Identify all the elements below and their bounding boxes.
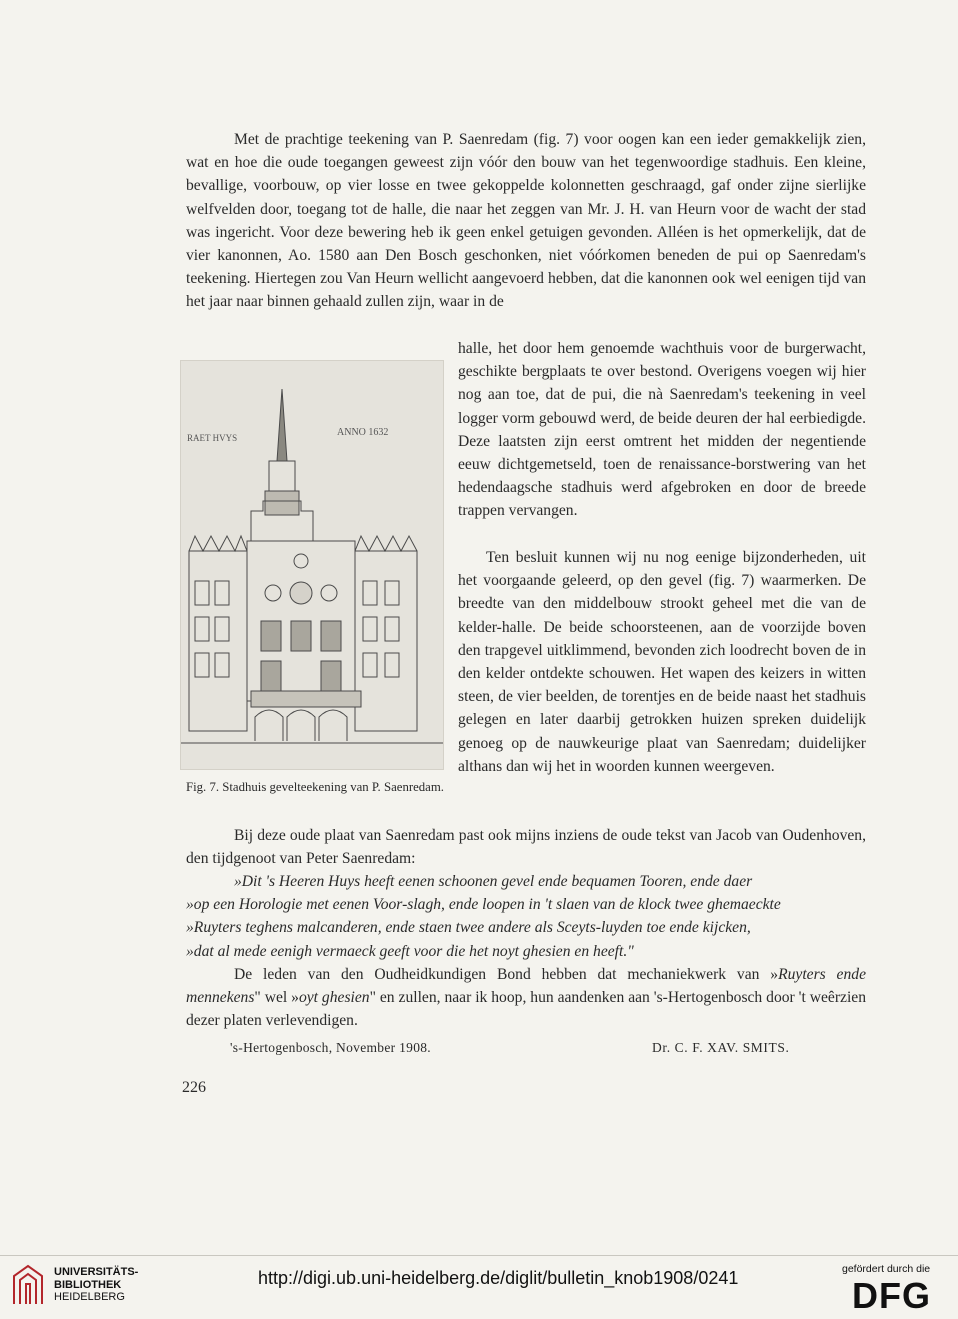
paragraph-5-text: " wel » <box>254 989 299 1007</box>
figure-inscription-right: ANNO 1632 <box>337 427 389 438</box>
figure-stadhuis-drawing <box>180 360 444 770</box>
library-line-2: BIBLIOTHEK <box>54 1278 122 1291</box>
paragraph-5-text: " en zullen, naar ik hoop, hun aandenken aan 's-Hertogenbosch door 't weêrzien dezer platen verlevendigen. <box>186 989 867 1030</box>
quote-line: »dat al mede eenigh vermaeck geeft voor die het noyt ghesien en heeft." <box>186 942 634 960</box>
quoted-text <box>186 870 866 963</box>
funding-label: gefördert durch die <box>842 1263 931 1275</box>
paragraph-5-italic: oyt ghesien <box>298 989 370 1007</box>
university-library-logo-icon <box>10 1262 46 1308</box>
page-number: 226 <box>182 1079 206 1096</box>
library-line-1: UNIVERSITÄTS- <box>54 1266 139 1278</box>
paragraph-5-text: De leden van den Oudheidkundigen Bond hebben dat mechaniekwerk van » <box>234 966 779 983</box>
quote-line: »Ruyters teghens malcanderen, ende staen twee andere als Sceyts-luyden toe ende kijcken, <box>186 919 751 937</box>
paragraph-2: halle, het door hem genoemde wachthuis voor de burgerwacht, geschikte bergplaats te over bestond. Overigens voegen wij hier nog aan toe, dat de pui, die nà Saenredam's teekening in veel logger vorm gebouwd werd, de beide deuren der hal eerbiedigde. Deze laatsten zijn eerst omtrent het midden der negentiende eeuw dichtgemetseld, toen de renaissance-borstwering van het hedendaagsche stadhuis werd afgebroken en door de breede trappen vervangen. <box>458 340 866 520</box>
quote-line: »op een Horologie met eenen Voor-slagh, ende loopen in 't slaen van de klock twee ghemaeckte <box>186 896 781 914</box>
paragraph-4: Bij deze oude plaat van Saenredam past ook mijns inziens de oude tekst van Jacob van Oudenhoven, den tijdgenoot van Peter Saenredam: <box>186 827 866 868</box>
paragraph-1: Met de prachtige teekening van P. Saenredam (fig. 7) voor oogen kan een ieder gemakkelijk zien, wat en hoe die oude toegangen geweest zijn vóór den bouw van het tegenwoordige stadhuis. Een kleine, bevallige, voorbouw, op vier losse en twee gekoppelde kolonnetten geschraagd, gaf onder zijne sierlijke welfvelden door, toegang tot de halle, die naar het zeggen van Mr. J. H. van Heurn voor de wacht der stad was ingericht. Voor deze bewering heb ik geen enkel getuigen gevonden. Alléen is het opmerkelijk, dat de vier kanonnen, Ao. 1580 aan Den Bosch geschonken, niet vóórkomen beneden de pui op Saenredam's teekening. Hiertegen zou Van Heurn wellicht aangevoerd hebben, dat die kanonnen ook wel eenigen tijd van het jaar naar binnen gehaald zullen zijn, waar in de <box>186 131 866 311</box>
library-line-3: HEIDELBERG <box>54 1291 125 1303</box>
paragraph-5 <box>186 963 866 1033</box>
university-library-name <box>54 1266 138 1304</box>
paragraph-3: Ten besluit kunnen wij nu nog eenige bijzonderheden, uit het voorgaande geleerd, op den gevel (fig. 7) waarmerken. De breedte van den middelbouw strookt geheel met die van de kelder-halle. De beide schoorsteenen, aan de voorzijde boven den trapgevel uitklimmend, bevonden zich loodrecht boven de in den kelder ontdekte schouwen. Het wapen des keizers in witten steen, de vier beelden, de torentjes en de beide naast het stadhuis gelegen en later daarbij getrokken huizen spreken duidelijk genoeg op de nauwkeurige plaat van Saenredam; duidelijker althans dan wij het in woorden kunnen weergeven. <box>458 549 866 775</box>
signature-author: Dr. C. F. XAV. SMITS. <box>652 1040 790 1055</box>
figure-inscription-left: RAET HVYS <box>187 433 238 443</box>
signature-place-date: 's-Hertogenbosch, November 1908. <box>230 1040 431 1055</box>
figure-caption: Fig. 7. Stadhuis gevelteekening van P. Saenredam. <box>185 780 445 794</box>
quote-line: »Dit 's Heeren Huys heeft eenen schoonen gevel ende bequamen Tooren, ende daer <box>234 873 753 890</box>
town-hall-facade-drawing <box>181 361 443 769</box>
source-url-link[interactable]: http://digi.ub.uni-heidelberg.de/diglit/bulletin_knob1908/0241 <box>258 1268 739 1288</box>
dfg-logo: DFG <box>852 1275 931 1316</box>
paragraph-5-italic: Ruyters ende mennekens <box>186 966 866 1007</box>
footer-divider <box>0 1255 958 1256</box>
